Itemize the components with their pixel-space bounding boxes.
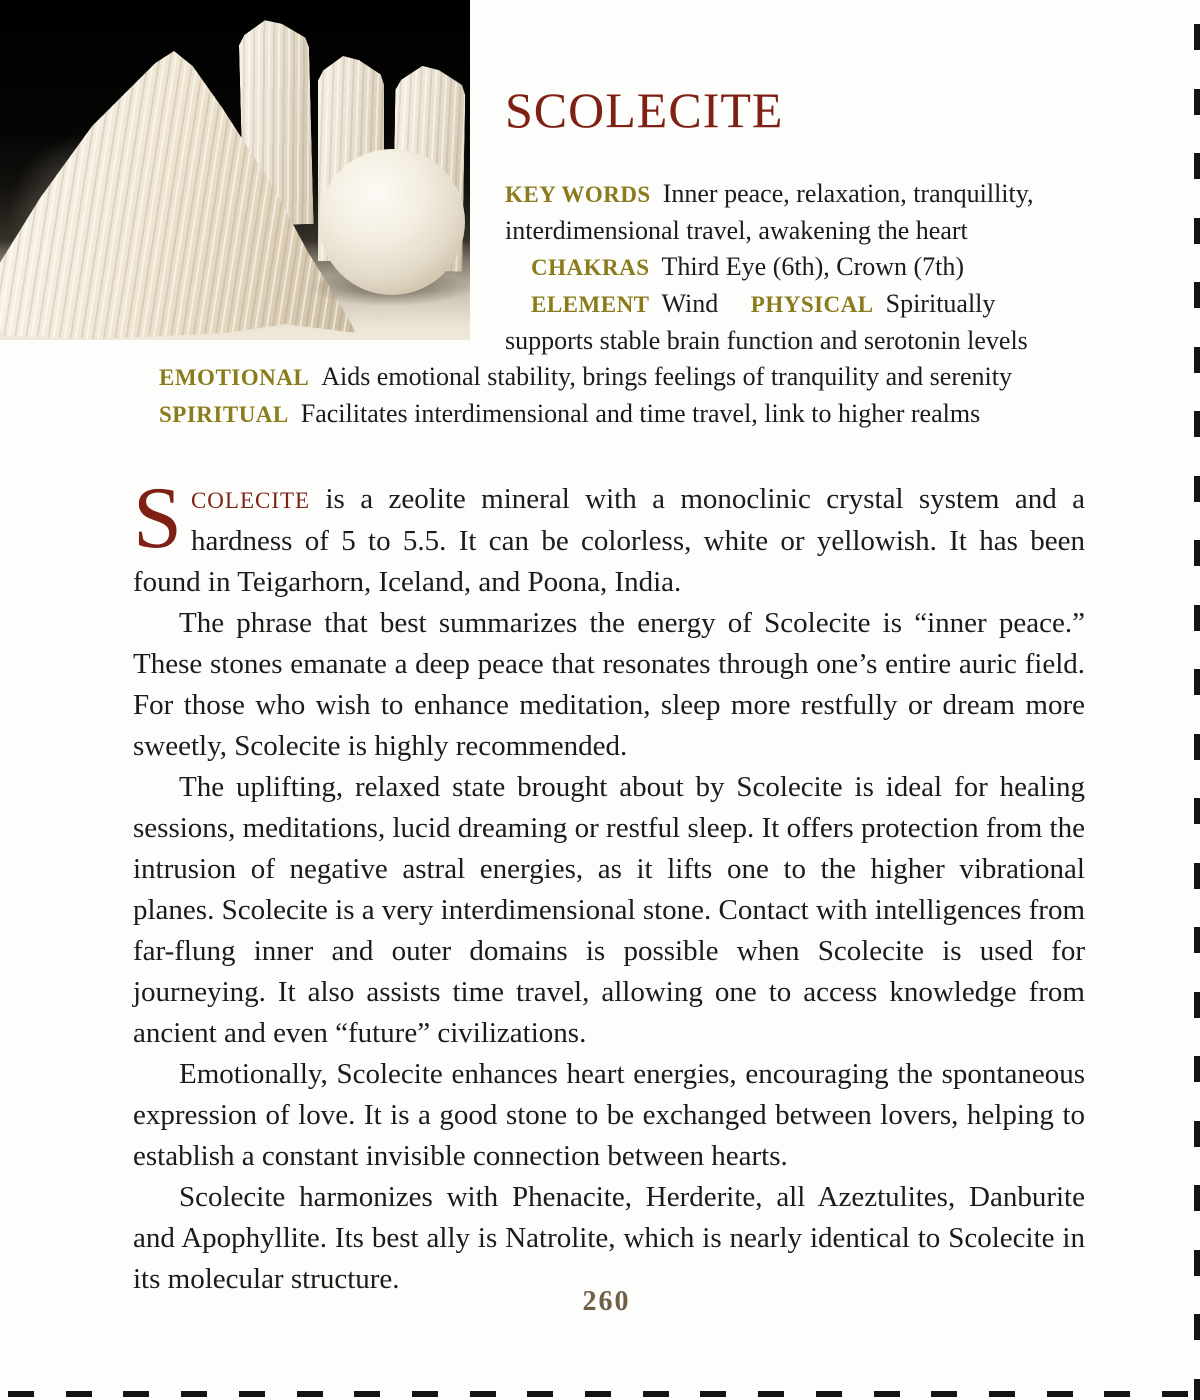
spiritual-text: Facilitates interdimensional and time travel, link to higher realms	[300, 399, 981, 428]
page-bottom-dash	[527, 1391, 553, 1397]
paragraph-4: Emotionally, Scolecite enhances heart energies, encouraging the spontaneous expression of love. It is a good stone to be exchanged between lovers, helping to establish a constant invisible connection between hearts.	[133, 1058, 1085, 1172]
page-bottom-dash	[66, 1391, 92, 1397]
physical-text: Spiritually supports stable brain function and serotonin levels	[505, 289, 1028, 355]
page-bottom-dash	[989, 1391, 1015, 1397]
page-edge-tick	[1194, 1314, 1200, 1340]
page-bottom-dash	[1047, 1391, 1073, 1397]
page-edge-tick	[1194, 218, 1200, 244]
page-bottom-dash	[931, 1391, 957, 1397]
page-bottom-dash	[700, 1391, 726, 1397]
scolecite-specimens-photo	[0, 0, 470, 340]
page-bottom-dash	[874, 1391, 900, 1397]
page-edge-tick	[1194, 1185, 1200, 1211]
page-title: SCOLECITE	[505, 82, 784, 138]
page-bottom-dash	[470, 1391, 496, 1397]
page-bottom-dash	[1104, 1391, 1130, 1397]
emotional-label: EMOTIONAL	[159, 365, 310, 390]
page-edge-tick	[1194, 1379, 1200, 1400]
page-bottom-dash	[297, 1391, 323, 1397]
page-edge-tick	[1194, 89, 1200, 115]
body-text	[133, 470, 1085, 1300]
page-bottom-dash	[8, 1391, 34, 1397]
key-words-label: KEY WORDS	[505, 182, 651, 207]
page-edge-tick	[1194, 669, 1200, 695]
element-text: Wind	[661, 289, 719, 318]
paragraph-1-text: is a zeolite mineral with a monoclinic crystal system and a hardness of 5 to 5.5. It can be colorless, white or yellowish. It has been found in Teigarhorn, Iceland, and Poona, India.	[133, 483, 1085, 598]
chakras-label: CHAKRAS	[531, 255, 650, 280]
page-edge-tick	[1194, 798, 1200, 824]
page-edge-tick	[1194, 734, 1200, 760]
page-edge-tick	[1194, 282, 1200, 308]
page-bottom-dash	[643, 1391, 669, 1397]
page-bottom-dash	[1162, 1391, 1188, 1397]
page-edge-tick	[1194, 347, 1200, 373]
paragraph-2: The phrase that best summarizes the energy of Scolecite is “inner peace.” These stones emanate a deep peace that resonates through one’s entire auric field. For those who wish to enhance meditation, sleep more restfully or dream more sweetly, Scolecite is highly recommended.	[133, 607, 1085, 762]
page-edge-tick	[1194, 411, 1200, 437]
page-edge-tick	[1194, 24, 1200, 50]
chakras-text: Third Eye (6th), Crown (7th)	[661, 252, 965, 281]
spiritual-label: SPIRITUAL	[159, 402, 289, 427]
lead-smallcaps: COLECITE	[190, 488, 311, 513]
page-bottom-dash	[412, 1391, 438, 1397]
page-bottom-dash	[354, 1391, 380, 1397]
page-edge-tick	[1194, 605, 1200, 631]
page-edge-tick	[1194, 992, 1200, 1018]
page-bottom-dash	[585, 1391, 611, 1397]
paragraph-3: The uplifting, relaxed state brought about by Scolecite is ideal for healing sessions, meditations, lucid dreaming or restful sleep. It offers protection from the intrusion of negative astral energies, as it lifts one to the higher vibrational planes. Scolecite is a very interdimensional stone. Contact with intelligences from far-flung inner and outer domains is possible when Scolecite is used for journeying. It also assists time travel, allowing one to access knowledge from ancient and even “future” civilizations.	[133, 771, 1085, 1049]
key-words-text: Inner peace, relaxation, tranquillity, interdimensional travel, awakening the heart	[505, 179, 1034, 245]
page-edge-tick	[1194, 476, 1200, 502]
page-edge-tick	[1194, 153, 1200, 179]
paragraph-1	[133, 470, 1085, 603]
page-bottom-dash	[123, 1391, 149, 1397]
physical-label: PHYSICAL	[750, 292, 874, 317]
page-number: 260	[582, 1286, 631, 1317]
emotional-text: Aids emotional stability, brings feelings of tranquility and serenity	[321, 362, 1012, 391]
scolecite-sphere	[319, 149, 465, 295]
paragraph-5: Scolecite harmonizes with Phenacite, Herderite, all Azeztulites, Danburite and Apophyllite. Its best ally is Natrolite, which is nearly identical to Scolecite in its molecular structure.	[133, 1181, 1085, 1295]
page-bottom-dash	[758, 1391, 784, 1397]
page-bottom-dash	[239, 1391, 265, 1397]
page-edge-tick	[1194, 1056, 1200, 1082]
page-edge-tick	[1194, 863, 1200, 889]
page-edge-tick	[1194, 1250, 1200, 1276]
drop-cap: S	[133, 470, 182, 567]
page-edge-tick	[1194, 1121, 1200, 1147]
page-edge-tick	[1194, 927, 1200, 953]
page-edge-tick	[1194, 540, 1200, 566]
element-label: ELEMENT	[531, 292, 650, 317]
page-bottom-dash	[816, 1391, 842, 1397]
page-bottom-dash	[181, 1391, 207, 1397]
